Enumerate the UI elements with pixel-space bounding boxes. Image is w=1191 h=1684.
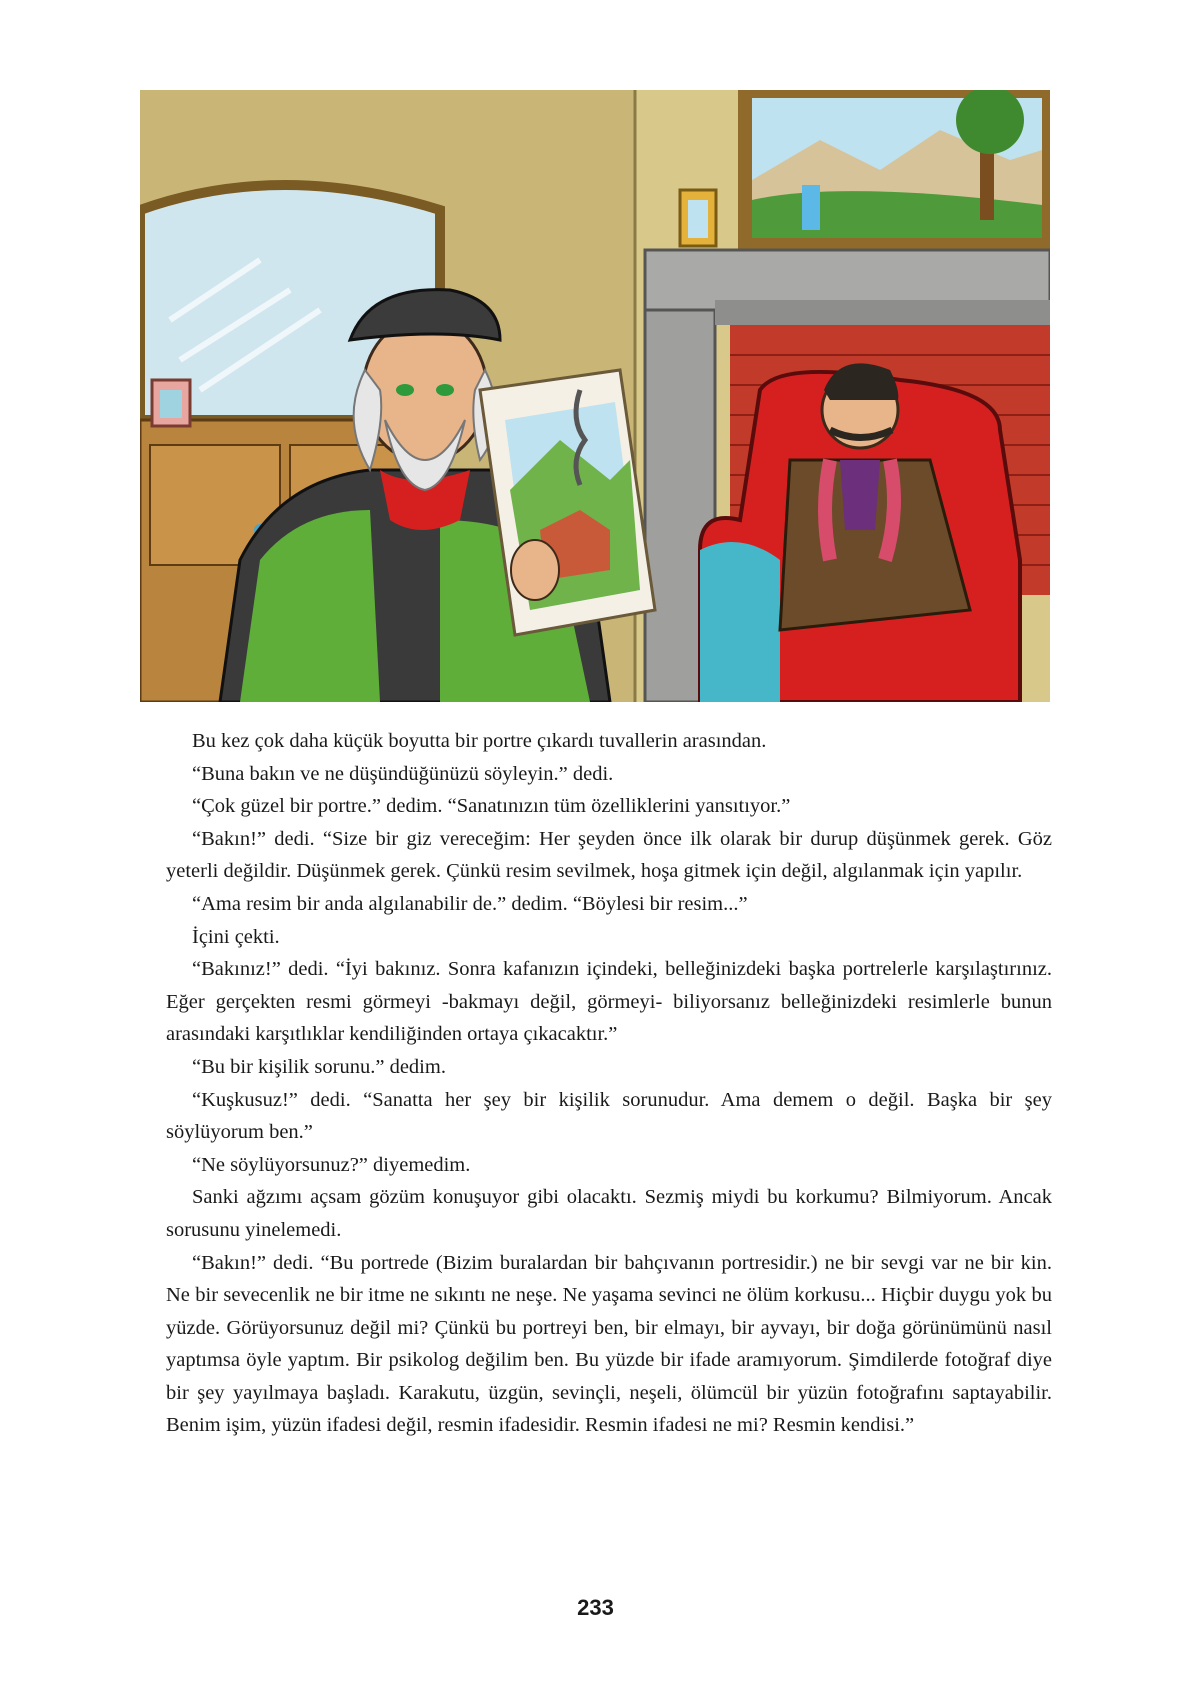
- painter-illustration-icon: [140, 90, 1050, 702]
- paragraph: “Bu bir kişilik sorunu.” dedim.: [192, 1055, 446, 1078]
- paragraph: “Ama resim bir anda algılanabilir de.” dedim. “Böylesi bir resim...”: [192, 892, 748, 915]
- paragraph: “Çok güzel bir portre.” dedim. “Sanatınızın tüm özelliklerini yansıtıyor.”: [192, 795, 791, 818]
- paragraph: İçini çekti.: [192, 925, 280, 948]
- paragraph: Bu kez çok daha küçük boyutta bir portre çıkardı tuvallerin arasından.: [192, 730, 767, 752]
- paragraph: “Buna bakın ve ne düşündüğünüzü söyleyin.” dedi.: [192, 762, 614, 785]
- paragraph: “Kuşkusuz!” dedi. “Sanatta her şey bir kişilik sorunudur. Ama demem o değil. Başka bir şey söylüyorum ben.”: [166, 1088, 1052, 1144]
- paragraph: “Bakın!” dedi. “Bu portrede (Bizim buralardan bir bahçıvanın portresidir.) ne bir sevgi var ne bir kin. Ne bir sevecenlik ne bir itme ne sıkıntı ne neşe. Ne yaşama sevinci ne ölüm korkusu... Hiçbir duygu yok bu yüzde. Görüyorsunuz değil mi? Çünkü bu portreyi ben, bir elmayı, bir ayvayı, bir doğa görünümünü nasıl yaptımsa öyle yaptım. Bir psikolog değilim ben. Bu yüzde bir ifade aramıyorum. Şimdilerde fotoğraf diye bir şey yayılmaya başladı. Karakutu, üzgün, sevinçli, neşeli, ölümcül bir yüzün fotoğrafını saptayabilir. Benim işim, yüzün ifadesi değil, resmin ifadesidir. Resmin ifadesi ne mi? Resmin kendisi.”: [166, 1251, 1052, 1437]
- paragraph: “Ne söylüyorsunuz?” diyemedim.: [192, 1153, 471, 1176]
- paragraph: “Bakın!” dedi. “Size bir giz vereceğim: Her şeyden önce ilk olarak bir durup düşünmek gerek. Göz yeterli değildir. Düşünmek gerek. Çünkü resim sevilmek, hoşa gitmek için değil, algılanmak için yapılır.: [166, 827, 1052, 883]
- paragraph: Sanki ağzımı açsam gözüm konuşuyor gibi olacaktı. Sezmiş miydi bu korkumu? Bilmiyorum. Ancak sorusunu yinelemedi.: [166, 1186, 1052, 1241]
- story-text: [166, 725, 1052, 1442]
- page-number: 233: [577, 1595, 614, 1620]
- paragraph: “Bakınız!” dedi. “İyi bakınız. Sonra kafanızın içindeki, belleğinizdeki başka portrelerle karşılaştırınız. Eğer gerçekten resmi görmeyi -bakmayı değil, görmeyi- biliyorsanız belleğinizdeki resimlerle bunun arasındaki karşıtlıklar kendiliğinden ortaya çıkacaktır.”: [166, 958, 1052, 1046]
- story-illustration: [140, 90, 1050, 702]
